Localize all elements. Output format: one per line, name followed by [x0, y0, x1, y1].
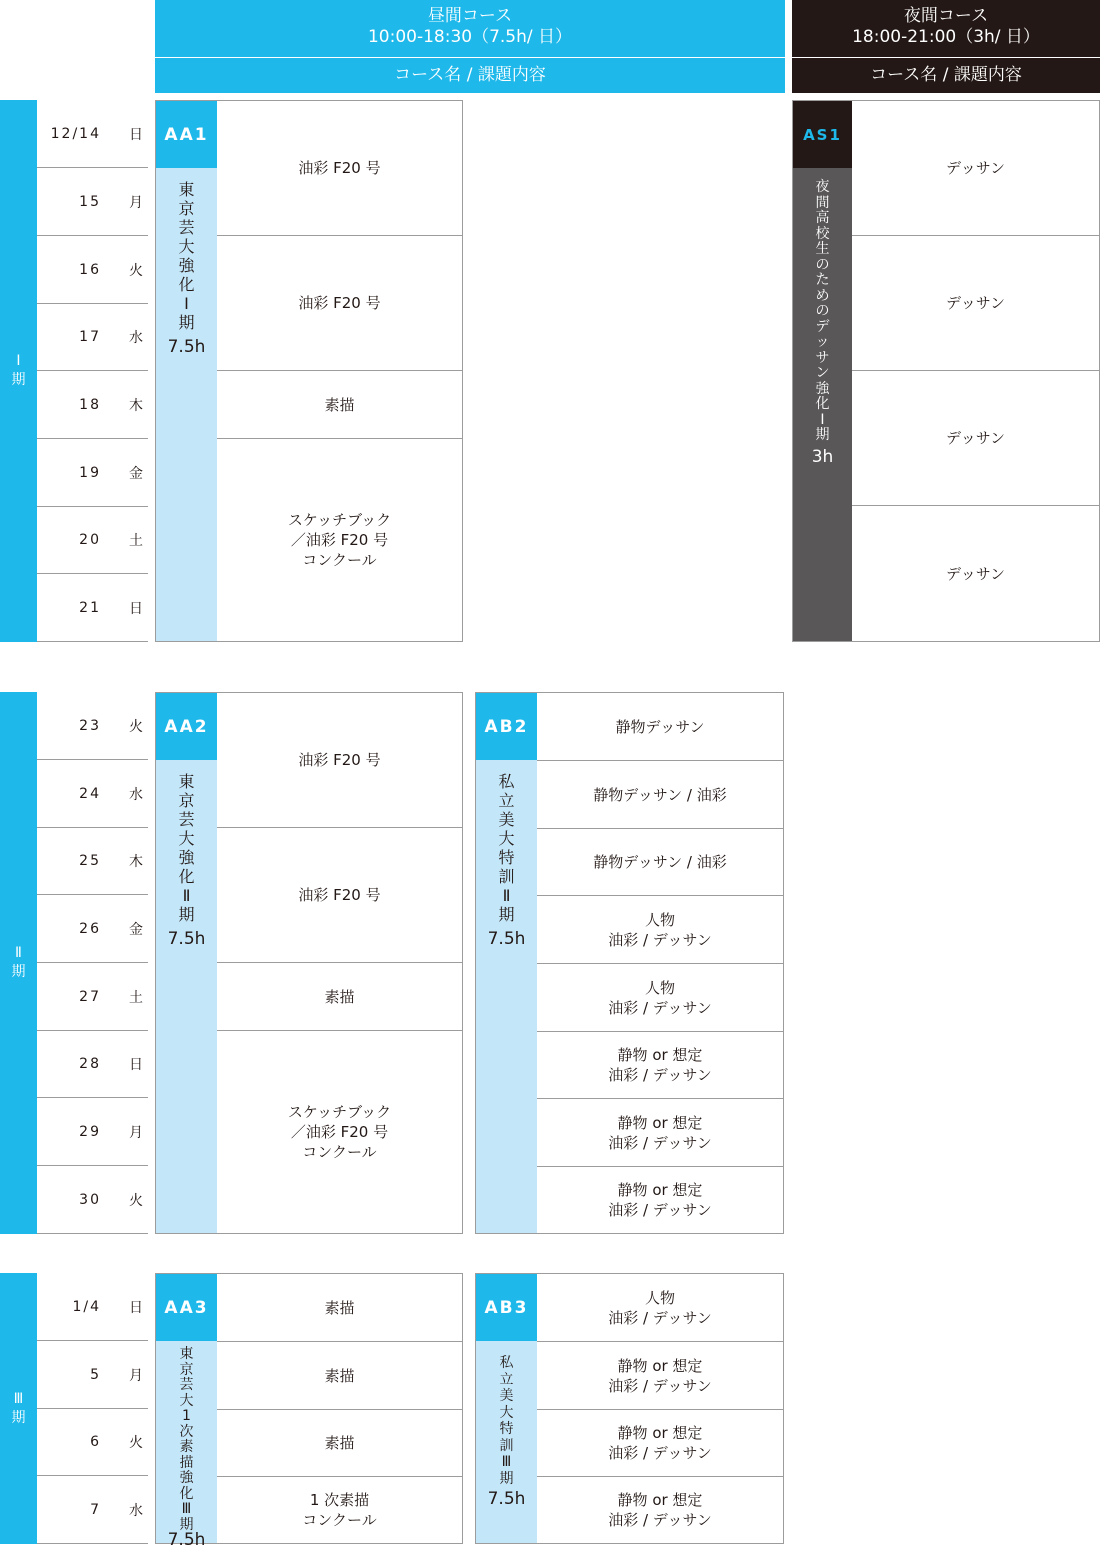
task-cell: 人物 油彩 / デッサン	[537, 964, 783, 1032]
weekday: 水	[129, 1502, 145, 1519]
task-cell: 油彩 F20 号	[217, 828, 462, 963]
task-cell: 油彩 F20 号	[217, 693, 462, 828]
task-cell: デッサン	[946, 564, 1005, 583]
date-row	[37, 1098, 148, 1166]
weekday: 月	[129, 1124, 145, 1141]
weekday: 土	[129, 989, 145, 1006]
task-cell: スケッチブック ／油彩 F20 号 コンクール	[287, 1103, 392, 1161]
date: 18	[79, 396, 101, 413]
weekday: 日	[129, 126, 145, 143]
task-cell: 素描	[217, 1410, 462, 1477]
task-cell: 静物デッサン / 油彩	[537, 829, 783, 896]
task-cell: デッサン	[852, 101, 1099, 236]
date: 25	[79, 853, 101, 869]
period-label	[0, 100, 37, 642]
weekday: 月	[129, 1367, 145, 1384]
course-name-band	[156, 168, 217, 641]
course-hours: 3h	[811, 446, 834, 467]
day-course-header	[155, 0, 785, 57]
date: 7	[90, 1501, 101, 1518]
task-cell: 素描	[217, 1342, 462, 1410]
course-name-vertical: 夜 間 高 校 生 の た め の デ ッ サ ン 強 化 Ⅰ 期 3h	[793, 180, 852, 465]
day-course-time: 10:00-18:30（7.5h/ 日）	[367, 27, 573, 47]
date-row	[37, 371, 148, 439]
date: 17	[79, 329, 101, 345]
task-cell: 油彩 F20 号	[217, 236, 462, 371]
course-hours: 7.5h	[167, 1530, 206, 1545]
date-row	[37, 1031, 148, 1098]
course-code-badge: AB2	[476, 693, 537, 760]
task-cell: 人物 油彩 / デッサン	[537, 896, 783, 964]
course-block-aa1	[155, 100, 463, 642]
course-block-aa3	[155, 1273, 463, 1544]
weekday: 土	[129, 533, 145, 549]
task-cell: 静物デッサン	[537, 693, 783, 761]
date: 26	[79, 920, 101, 937]
weekday: 水	[129, 330, 145, 346]
date: 1/4	[72, 1298, 101, 1315]
date: 30	[79, 1191, 101, 1208]
task-cell: 素描	[217, 371, 462, 439]
task-cell: 静物デッサン / 油彩	[537, 761, 783, 829]
night-course-time: 18:00-21:00（3h/ 日）	[852, 27, 1040, 47]
date: 15	[79, 193, 101, 210]
task-cell: デッサン	[852, 371, 1099, 506]
date-row	[37, 439, 148, 507]
date: 12/14	[50, 125, 101, 142]
date: 19	[79, 464, 101, 481]
period-number: Ⅲ	[13, 1390, 24, 1407]
weekday: 日	[129, 1299, 145, 1316]
course-code-badge: AA2	[156, 693, 217, 760]
weekday: 木	[129, 397, 145, 414]
date-row	[37, 760, 148, 828]
course-name-vertical: 東 京 芸 大 強 化 Ⅱ 期 7.5h	[156, 772, 217, 949]
date: 24	[79, 785, 101, 802]
night-course-header	[792, 0, 1100, 57]
course-hours: 7.5h	[167, 929, 206, 949]
task-cell: 素描	[217, 963, 462, 1031]
period-suffix: 期	[11, 372, 26, 388]
period-suffix: 期	[11, 964, 26, 980]
date-row	[37, 895, 148, 963]
date-row	[37, 1341, 148, 1409]
period-number: Ⅰ	[16, 353, 21, 369]
course-name-band	[156, 1341, 217, 1543]
date-row	[37, 692, 148, 760]
course-name-vertical: 私 立 美 大 特 訓 Ⅱ 期 7.5h	[476, 772, 537, 949]
day-course-title: 昼間コース	[427, 6, 513, 26]
date: 16	[79, 261, 101, 278]
task-cell: 素描	[217, 1274, 462, 1342]
day-course-subheader: コース名 / 課題内容	[155, 58, 785, 93]
course-hours: 7.5h	[487, 1489, 526, 1509]
course-name-band	[476, 1341, 537, 1543]
course-code-badge: AA3	[156, 1274, 217, 1341]
weekday: 日	[129, 1057, 145, 1073]
date-row	[37, 574, 148, 642]
date-row	[37, 507, 148, 574]
period-label	[0, 1273, 37, 1544]
course-block-as1	[792, 100, 1100, 642]
date-row	[37, 236, 148, 304]
weekday: 金	[129, 921, 145, 938]
date: 28	[79, 1056, 101, 1072]
task-cell: デッサン	[852, 236, 1099, 371]
night-course-title: 夜間コース	[903, 6, 989, 26]
course-name-band	[793, 168, 852, 641]
task-cell: 人物 油彩 / デッサン	[537, 1274, 783, 1342]
task-cell: 静物 or 想定 油彩 / デッサン	[537, 1410, 783, 1477]
night-course-subheader: コース名 / 課題内容	[792, 58, 1100, 93]
course-code-badge: AB3	[476, 1274, 537, 1341]
weekday: 水	[129, 786, 145, 803]
task-cell: 静物 or 想定 油彩 / デッサン	[537, 1099, 783, 1167]
course-block-aa2	[155, 692, 463, 1234]
task-cell: 静物 or 想定 油彩 / デッサン	[608, 1181, 712, 1219]
weekday: 火	[129, 1435, 145, 1451]
course-name-band	[476, 760, 537, 1233]
weekday: 火	[129, 718, 145, 735]
date-row	[37, 1409, 148, 1476]
date-row	[37, 963, 148, 1031]
date-row	[37, 1476, 148, 1544]
course-hours: 7.5h	[487, 929, 526, 949]
period-number: Ⅱ	[15, 945, 22, 961]
course-code-badge: AA1	[156, 101, 217, 168]
date: 5	[90, 1366, 101, 1383]
date-row	[37, 828, 148, 895]
date: 20	[79, 532, 101, 548]
weekday: 木	[129, 854, 145, 870]
task-cell: 静物 or 想定 油彩 / デッサン	[608, 1491, 712, 1529]
date-row	[37, 304, 148, 371]
date: 6	[90, 1434, 101, 1450]
date-row	[37, 168, 148, 236]
period-label	[0, 692, 37, 1234]
date: 27	[79, 988, 101, 1005]
date-row	[37, 100, 148, 168]
task-cell: 1 次素描 コンクール	[302, 1491, 377, 1529]
course-code-badge: AS1	[793, 101, 852, 168]
date-row	[37, 1273, 148, 1341]
weekday: 金	[129, 465, 145, 482]
date: 23	[79, 717, 101, 734]
date: 21	[79, 599, 101, 616]
task-cell: 油彩 F20 号	[217, 101, 462, 236]
date-row	[37, 1166, 148, 1234]
course-hours: 7.5h	[167, 337, 206, 357]
course-block-ab2	[475, 692, 784, 1234]
date: 29	[79, 1123, 101, 1140]
weekday: 月	[129, 194, 145, 211]
course-name-vertical: 私 立 美 大 特 訓 Ⅲ 期 7.5h	[476, 1355, 537, 1508]
course-name-band	[156, 760, 217, 1233]
course-name-vertical: 東 京 芸 大 1 次 素 描 強 化 Ⅲ 期 7.5h	[156, 1347, 217, 1545]
task-cell: 静物 or 想定 油彩 / デッサン	[537, 1342, 783, 1410]
weekday: 火	[129, 1192, 145, 1209]
weekday: 火	[129, 262, 145, 279]
task-cell: 静物 or 想定 油彩 / デッサン	[537, 1032, 783, 1099]
task-cell: スケッチブック ／油彩 F20 号 コンクール	[287, 511, 392, 569]
weekday: 日	[129, 600, 145, 617]
period-suffix: 期	[11, 1409, 26, 1426]
course-block-ab3	[475, 1273, 784, 1544]
course-name-vertical: 東 京 芸 大 強 化 Ⅰ 期 7.5h	[156, 180, 217, 357]
